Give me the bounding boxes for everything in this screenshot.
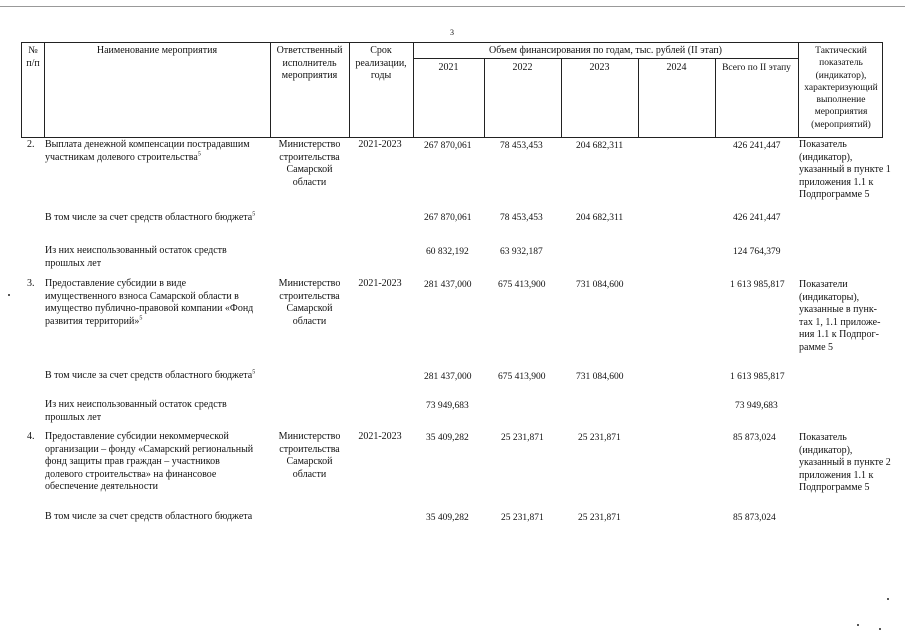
page-number: 3 [450,28,454,37]
header-name: Наименование мероприятия [96,45,218,56]
value-2021: 267 870,061 [424,141,472,151]
value-2021: 60 832,192 [426,247,469,257]
scan-speck [879,628,881,630]
subrow-label: Из них неиспользованный остаток средств прошлых лет [45,245,227,269]
item-indicator: Показатель (индикатор), указанный в пункте 2 приложения 1.1 к Подпрограмме 5 [799,432,891,493]
value-total: 426 241,447 [733,213,781,223]
header-total: Всего по II этапу [722,63,791,73]
header-indicator: Тактический показатель (индикатор), характеризующий выполнение мероприятия (мероприятий) [804,46,878,130]
value-2021: 267 870,061 [424,213,472,223]
item-name: Предоставление субсидии в виде имущественного взноса Самарской области в имущество публично-правовой компании «Фонд развития территорий»$^5$ [45,278,254,327]
value-2023: 25 231,871 [578,513,621,523]
value-2022: 675 413,900 [498,372,546,382]
value-total: 73 949,683 [735,401,778,411]
item-name: Предоставление субсидии некоммерческой организации – фонду «Самарский региональный фонд защиты прав граждан – участников долевого строительства» на финансовое обеспечение деятельности [45,431,254,492]
value-2023: 204 682,311 [576,213,624,223]
header-num: № п/п [26,45,40,69]
value-2021: 281 437,000 [424,280,472,290]
scan-speck [8,294,10,296]
value-2022: 675 413,900 [498,280,546,290]
item-number: 4. [27,431,35,442]
subrow-label: В том числе за счет средств областного бюджета$^5$ [45,369,256,381]
subrow-label: В том числе за счет средств областного бюджета$^5$ [45,211,256,223]
item-executor: Министерство строительства Самарской области [278,431,341,480]
header-financing: Объем финансирования по годам, тыс. рублей (II этап) [488,45,722,56]
value-2023: 731 084,600 [576,280,624,290]
value-2022: 25 231,871 [501,433,544,443]
item-term: 2021-2023 [358,278,402,289]
header-term: Срок реализации, годы [355,45,407,81]
value-total: 1 613 985,817 [730,372,785,382]
value-2022: 25 231,871 [501,513,544,523]
value-2022: 78 453,453 [500,141,543,151]
value-2023: 25 231,871 [578,433,621,443]
value-total: 426 241,447 [733,141,781,151]
item-executor: Министерство строительства Самарской области [278,139,341,188]
value-total: 124 764,379 [733,247,781,257]
subrow-label: Из них неиспользованный остаток средств прошлых лет [45,399,227,423]
value-total: 1 613 985,817 [730,280,785,290]
value-2022: 63 932,187 [500,247,543,257]
header-year-2022: 2022 [512,62,533,73]
item-indicator: Показатели (индикаторы), указанные в пунк- тах 1, 1.1 приложе- ния 1.1 к Подпрог- рамме 5 [799,279,881,353]
header-year-2023: 2023 [589,62,610,73]
value-2021: 281 437,000 [424,372,472,382]
value-2022: 78 453,453 [500,213,543,223]
item-number: 2. [27,139,35,150]
scan-speck [857,624,859,626]
value-2021: 35 409,282 [426,513,469,523]
item-term: 2021-2023 [358,139,402,150]
value-total: 85 873,024 [733,433,776,443]
item-name: Выплата денежной компенсации пострадавшим участникам долевого строительства$^5$ [45,139,250,163]
item-number: 3. [27,278,35,289]
header-executor: Ответственный исполнитель мероприятия [276,45,343,81]
item-indicator: Показатель (индикатор), указанный в пункте 1 приложения 1.1 к Подпрограмме 5 [799,139,891,200]
value-2021: 73 949,683 [426,401,469,411]
top-rule [0,6,905,7]
item-term: 2021-2023 [358,431,402,442]
value-2021: 35 409,282 [426,433,469,443]
row-divider [413,58,798,59]
value-2023: 204 682,311 [576,141,624,151]
item-executor: Министерство строительства Самарской области [278,278,341,327]
header-year-2024: 2024 [666,62,687,73]
header-year-2021: 2021 [438,62,459,73]
value-2023: 731 084,600 [576,372,624,382]
scan-speck [887,598,889,600]
value-total: 85 873,024 [733,513,776,523]
subrow-label: В том числе за счет средств областного бюджета [45,511,253,522]
table-header [21,42,883,138]
